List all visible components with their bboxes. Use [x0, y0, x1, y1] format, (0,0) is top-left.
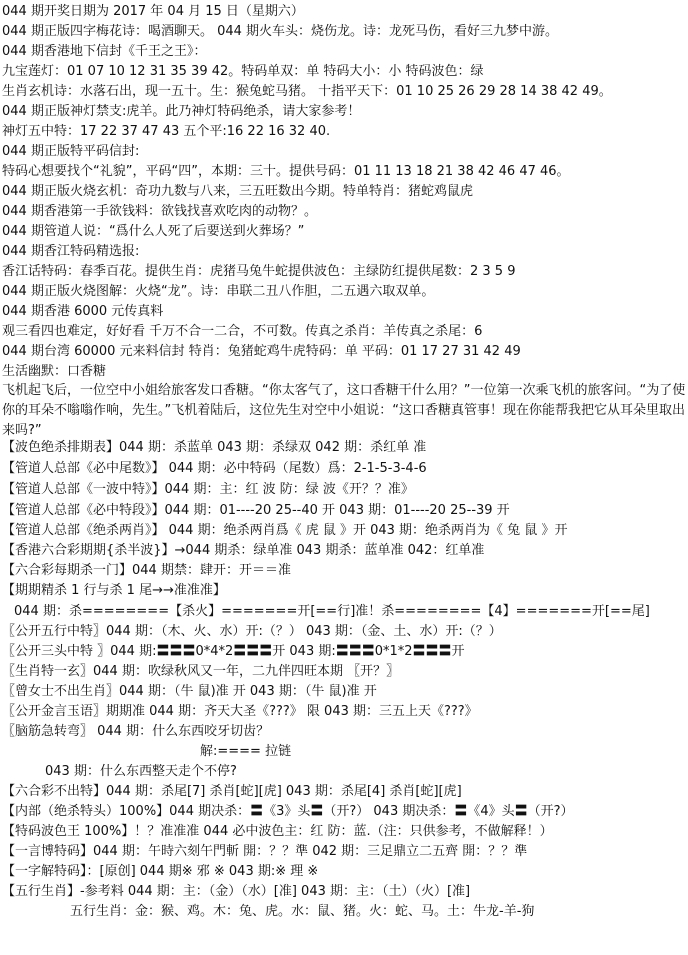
lamp-ban-line: 044 期正版神灯禁支:虎羊。此乃神灯特码绝杀，请大家参考！	[2, 104, 361, 119]
humor-title: 生活幽默：口香糖	[2, 364, 107, 379]
no-special-line: 【六合彩不出特】044 期：杀尾[7] 杀肖[蛇][虎] 043 期：杀尾[4] 杀肖[蛇][虎]	[2, 784, 462, 799]
pipeline-says-line: 044 期管道人说：“爲什么人死了后要送到火葬场？”	[2, 224, 305, 239]
zodiac-poem-line: 生肖玄机诗：水落石出，现一五十。生：猴兔蛇马猪。 十指平天下：01 10 25 26 29 28 14 38 42 49。	[2, 84, 612, 99]
fax-title: 044 期香港 6000 元传真料	[2, 304, 164, 319]
one-char-line: 【一字解特码】：[原创] 044 期※ 邪 ※ 043 期:※ 理 ※	[2, 864, 319, 879]
special-envelope-title: 044 期正版特平码信封:	[2, 144, 140, 159]
plum-poem-line: 044 期正版四字梅花诗：喝酒聊天。 044 期火车头：烧伤龙。诗：龙死马伤，看好三九梦中游。	[2, 24, 559, 39]
brain-teaser-next: 043 期：什么东西整天走个不停?	[45, 764, 237, 779]
golden-words-line: 〖公开金言玉语〗期期准 044 期：齐天大圣《???》 限 043 期：三五上天《???》	[2, 704, 478, 719]
special-code-line: 特码心想要找个“礼貌”，平码“四”，本期：三十。提供号码：01 11 13 18 21 38 42 46 47 46。	[2, 164, 570, 179]
wave-king-line: 【特码波色王 100%】！？准准准 044 必中波色主：红 防：蓝.（注：只供参考，不做解释！）	[2, 824, 553, 839]
one-wave-line: 【管道人总部《一波中特》】044 期：主：红 波 防：绿 波《开？？准》	[2, 482, 414, 497]
fire-mystery-line: 044 期正版火烧玄机：奇功九数与八来，三五旺数出今期。特单特肖：猪蛇鸡鼠虎	[2, 184, 473, 199]
half-wave-line: 【香港六合彩期期{杀半波}】→044 期杀：绿单准 043 期杀：蓝单准 042：红单准	[2, 543, 485, 558]
special-segment-line: 【管道人总部《必中特段》】044 期：01----20 25--40 开 043 期：01----20 25--39 开	[2, 503, 510, 518]
taiwan-line: 044 期台湾 60000 元来料信封 特肖：兔猪蛇鸡牛虎特码：单 平码：01 17 27 31 42 49	[2, 344, 521, 359]
three-head-line: 〖公开三头中特 〗044 期:〓〓〓0*4*2〓〓〓开 043 期:〓〓〓0*1*2〓〓〓开	[2, 644, 465, 659]
zodiac-mystery-line: 〖生肖特一玄〗044 期：吹绿秋风又一年，二九伴四旺本期 〖开？〗	[2, 664, 400, 679]
ms-zeng-line: 〖曾女士不出生肖〗044 期：（牛 鼠)准 开 043 期：（牛 鼠)准 开	[2, 684, 377, 699]
one-word-special-line: 【一言博特码】044 期：午時六刻午門斬 開：？？準 042 期：三足鼎立二五齊 開：？？準	[2, 844, 528, 859]
underground-envelope-title: 044 期香港地下信封《千王之王》：	[2, 44, 207, 59]
lamp-five-line: 神灯五中特：17 22 37 47 43 五个平:16 22 16 32 40.	[2, 124, 331, 139]
tail-number-line: 【管道人总部《必中尾数》】 044 期：必中特码（尾数）爲：2-1-5-3-4-6	[2, 461, 427, 476]
draw-date-line: 044 期开奖日期为 2017 年 04 月 15 日（星期六）	[2, 4, 304, 19]
humor-story: 飞机起飞后，一位空中小姐给旅客发口香糖。“你太客气了，这口香糖干什么用？”一位第一次乘飞机的旅客问。“为了使你的耳朵不嗡嗡作响，先生。”飞机着陆后，这位先生对空中小姐说：“这口香糖真管事！现在你能帮我把它从耳朵里取出来吗?”	[2, 383, 686, 438]
five-element-legend: 五行生肖：金：猴、鸡。木：兔、虎。水：鼠、猪。火：蛇、马。土：牛龙-羊-狗	[70, 904, 535, 919]
brain-teaser-answer: 解:==== 拉链	[200, 744, 292, 759]
lotus-lamp-line: 九宝莲灯：01 07 10 12 31 35 39 42。特码单双：单 特码大小：小 特码波色：绿	[2, 64, 484, 79]
five-element-line: 〖公开五行中特〗044 期：（木、火、水）开:（？） 043 期：（金、土、水）开:（？）	[2, 624, 502, 639]
kill-row-tail-line: 044 期：杀========【杀火】=======开[==行]准！杀========【4】=======开[==尾]	[14, 604, 650, 619]
brain-teaser-line: 〖脑筋急转弯〗 044 期：什么东西咬牙切齿？	[2, 724, 270, 739]
fire-diagram-line: 044 期正版火烧图解：火烧“龙”。诗：串联二丑八作胆，二五遇六取双单。	[2, 284, 435, 299]
kill-head-line: 【内部（绝杀特头）100%】044 期决杀：〓《3》头〓（开?） 043 期决杀：〓《4》头〓（开?）	[2, 804, 574, 819]
fax-line: 观三看四也难定，好好看 千万不合一二合，不可数。传真之杀肖：羊传真之杀尾：6	[2, 324, 483, 339]
xiangjiang-title: 044 期香江特码精选报:	[2, 244, 140, 259]
xiangjiang-line: 香江话特码：春季百花。提供生肖：虎猪马兔牛蛇提供波色：主绿防红提供尾数：2 3 5 9	[2, 264, 516, 279]
kill-two-zodiac-line: 【管道人总部《绝杀两肖》】 044 期：绝杀两肖爲《 虎 鼠 》开 043 期：绝杀两肖为《 兔 鼠 》开	[2, 523, 568, 538]
five-element-zodiac-line: 【五行生肖】-参考料 044 期：主：（金）（水）[准] 043 期：主：（土）（火）[准]	[2, 884, 471, 899]
wave-kill-line: 【波色绝杀排期表】044 期：杀蓝单 043 期：杀绿双 042 期：杀红单 准	[2, 440, 427, 455]
first-hand-line: 044 期香港第一手欲钱料：欲钱找喜欢吃肉的动物？。	[2, 204, 317, 219]
kill-one-door-line: 【六合彩每期杀一门】044 期禁：肆开：开＝＝准	[2, 563, 291, 578]
kill-row-tail-title: 【期期精杀 1 行与杀 1 尾→→准准准】	[2, 583, 226, 598]
